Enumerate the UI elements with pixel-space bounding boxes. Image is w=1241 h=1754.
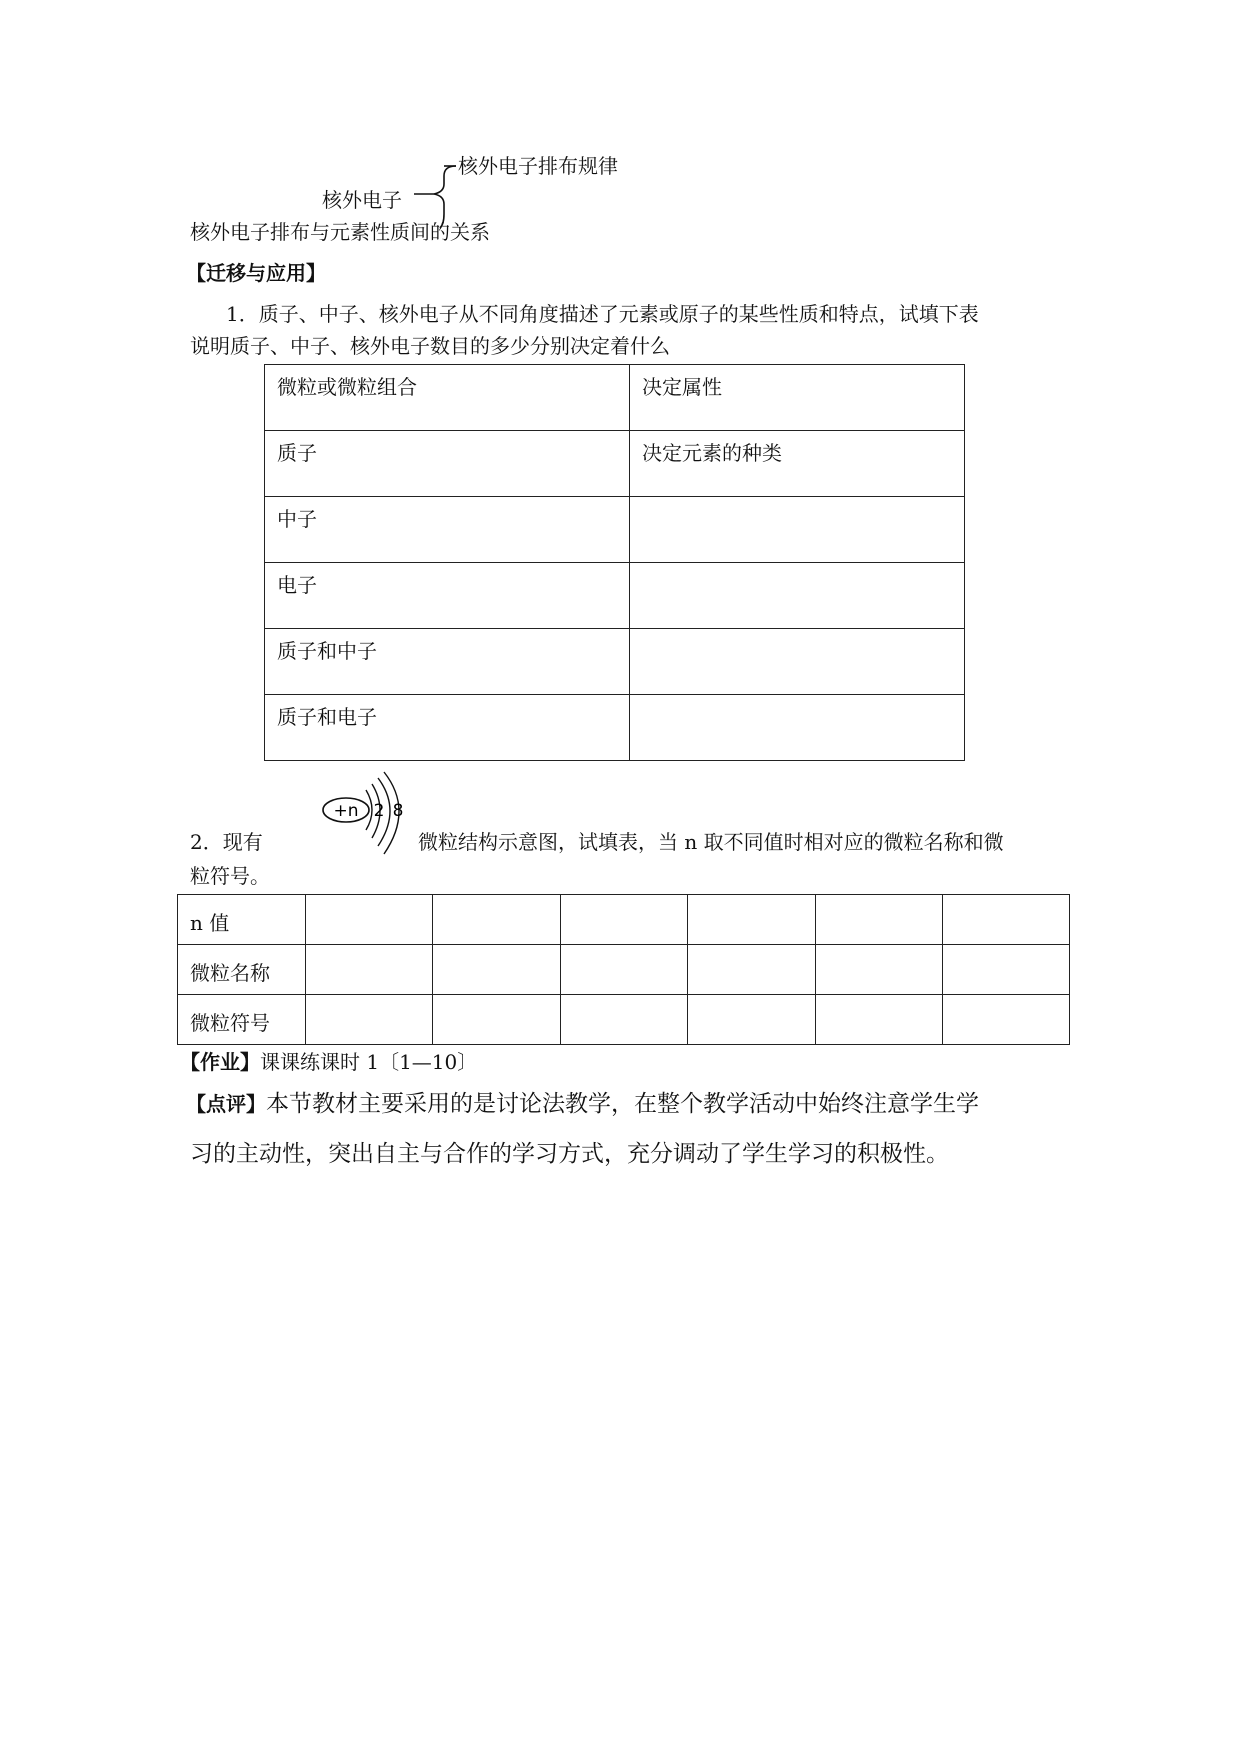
row-label-particle-name: 微粒名称: [178, 945, 306, 995]
table-cell[interactable]: [943, 945, 1070, 995]
comment-line2: 习的主动性，突出自主与合作的学习方式，充分调动了学生学习的积极性。: [190, 1141, 949, 1167]
table-cell[interactable]: [433, 945, 561, 995]
table-row: [265, 365, 965, 431]
homework-label: 【作业】: [180, 1050, 260, 1074]
table-cell[interactable]: [630, 497, 965, 563]
table-cell[interactable]: 决定元素的种类: [630, 431, 965, 497]
diagram-branch-bottom: 核外电子排布与元素性质间的关系: [190, 220, 490, 244]
diagram-branch-top: 核外电子排布规律: [458, 154, 618, 178]
table-cell[interactable]: [688, 945, 816, 995]
table-cell[interactable]: [561, 995, 688, 1045]
table-cell[interactable]: [306, 945, 433, 995]
shell1-electrons: 2: [373, 801, 385, 821]
table-cell[interactable]: [816, 995, 943, 1045]
q1-line2: 说明质子、中子、核外电子数目的多少分别决定着什么: [190, 334, 670, 358]
table-cell: 质子和中子: [265, 629, 630, 695]
table-header-cell: 微粒或微粒组合: [265, 365, 630, 431]
table-cell[interactable]: [943, 995, 1070, 1045]
table-row: [178, 945, 1070, 995]
q2-line2: 粒符号。: [190, 864, 270, 888]
table-cell: 质子和电子: [265, 695, 630, 761]
table-cell[interactable]: [306, 995, 433, 1045]
table-header-cell: 决定属性: [630, 365, 965, 431]
table-cell[interactable]: [306, 895, 433, 945]
nucleus-label: +n: [333, 801, 359, 821]
comment-label: 【点评】: [186, 1092, 266, 1116]
table-cell[interactable]: [688, 995, 816, 1045]
table-row: [178, 995, 1070, 1045]
table-row: [265, 497, 965, 563]
row-label-n-value: n 值: [178, 895, 306, 945]
table-row: [265, 563, 965, 629]
table-row: [265, 431, 965, 497]
homework-text: 课课练课时 1〔1—10〕: [260, 1050, 478, 1074]
table-row: [178, 895, 1070, 945]
table-cell[interactable]: [943, 895, 1070, 945]
table-cell[interactable]: [433, 895, 561, 945]
row-label-particle-symbol: 微粒符号: [178, 995, 306, 1045]
atom-structure-diagram: [312, 770, 422, 860]
table-cell[interactable]: [630, 629, 965, 695]
q1-table: [264, 364, 965, 761]
table-cell: 电子: [265, 563, 630, 629]
shell2-electrons: 8: [392, 801, 404, 821]
q2-prefix: 2．现有: [190, 830, 263, 854]
table-cell: 质子: [265, 431, 630, 497]
q2-suffix: 微粒结构示意图，试填表，当 n 取不同值时相对应的微粒名称和微: [418, 830, 1004, 854]
comment-line1: [186, 1090, 979, 1118]
table-cell[interactable]: [433, 995, 561, 1045]
section-title-apply: 【迁移与应用】: [186, 261, 326, 285]
q2-table: [177, 894, 1070, 1045]
table-row: [265, 629, 965, 695]
table-cell: 中子: [265, 497, 630, 563]
table-cell[interactable]: [630, 563, 965, 629]
table-cell[interactable]: [630, 695, 965, 761]
table-cell[interactable]: [816, 895, 943, 945]
table-cell[interactable]: [561, 895, 688, 945]
table-cell[interactable]: [561, 945, 688, 995]
brace-icon: [410, 150, 470, 230]
table-row: [265, 695, 965, 761]
comment-text-1: 本节教材主要采用的是讨论法教学，在整个教学活动中始终注意学生学: [266, 1091, 979, 1117]
q1-line1: 1．质子、中子、核外电子从不同角度描述了元素或原子的某些性质和特点，试填下表: [226, 302, 979, 326]
diagram-center: 核外电子: [322, 188, 402, 212]
table-cell[interactable]: [816, 945, 943, 995]
table-cell[interactable]: [688, 895, 816, 945]
homework-line: [180, 1050, 477, 1074]
